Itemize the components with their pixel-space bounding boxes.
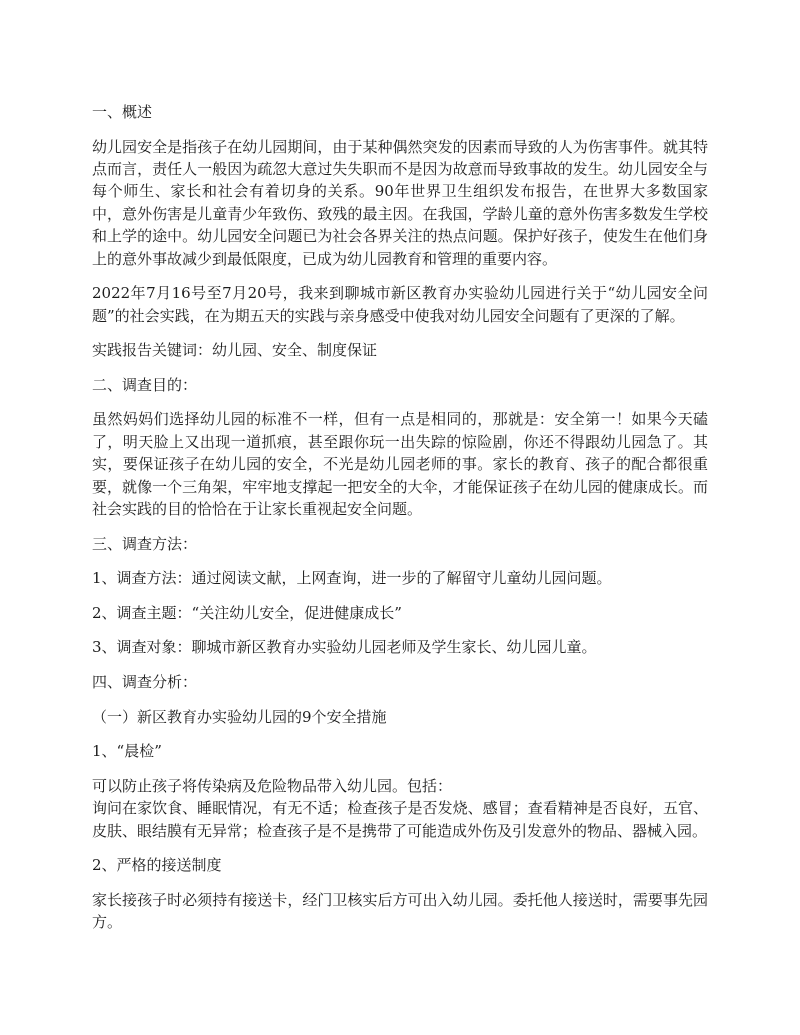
method-item-1: 1、调查方法：通过阅读文献，上网查询，进一步的了解留守儿童幼儿园问题。	[92, 569, 612, 588]
morning-check-line-1: 可以防止孩子将传染病及危险物品带入幼儿园。包括：	[92, 776, 453, 795]
method-item-2: 2、调查主题：“关注幼儿安全，促进健康成长”	[92, 603, 402, 622]
practice-intro-paragraph: 2022年7月16号至7月20号，我来到聊城市新区教育办实验幼儿园进行关于“幼儿园安全问题”的社会实践，在为期五天的实践与亲身感受中使我对幼儿园安全问题有了更深的了解。	[92, 284, 708, 325]
subsection-heading-safety-measures: （一）新区教育办实验幼儿园的9个安全措施	[92, 707, 387, 726]
overview-paragraph: 幼儿园安全是指孩子在幼儿园期间，由于某种偶然突发的因素而导致的人为伤害事件。就其特点而言，责任人一般因为疏忽大意过失失职而不是因为故意而导致事故的发生。幼儿园安全与每个师生、家长和社会有着切身的关系。90年世界卫生组织发布报告，在世界大多数国家中，意外伤害是儿童青少年致伤、致残的最主因。在我国，学龄儿童的意外伤害多数发生学校和上学的途中。幼儿园安全问题已为社会各界关注的热点问题。保护好孩子，使发生在他们身上的意外事故减少到最低限度，已成为幼儿园教育和管理的重要内容。	[92, 137, 708, 268]
document-body	[92, 101, 708, 946]
section-heading-method: 三、调查方法：	[92, 534, 198, 553]
section-heading-overview: 一、概述	[92, 103, 153, 121]
section-heading-analysis: 四、调查分析：	[92, 673, 198, 691]
pickup-system-paragraph: 家长接孩子时必须持有接送卡，经门卫核实后方可出入幼儿园。委托他人接送时，需要事先园方。	[92, 890, 708, 932]
morning-check-paragraph	[92, 775, 708, 842]
method-item-3: 3、调查对象：聊城市新区教育办实验幼儿园老师及学生家长、幼儿园儿童。	[92, 638, 597, 657]
measure-heading-morning-check: 1、“晨检”	[92, 742, 162, 761]
section-heading-purpose: 二、调查目的：	[92, 375, 198, 394]
purpose-paragraph: 虽然妈妈们选择幼儿园的标准不一样，但有一点是相同的，那就是：安全第一！如果今天磕了，明天脸上又出现一道抓痕，甚至跟你玩一出失踪的惊险剧，你还不得跟幼儿园急了。其实，要保证孩子在幼儿园的安全，不光是幼儿园老师的事。家长的教育、孩子的配合都很重要，就像一个三角架，牢牢地支撑起一把安全的大伞，才能保证孩子在幼儿园的健康成长。而社会实践的目的恰恰在于让家长重视起安全问题。	[92, 410, 708, 519]
keywords-line: 实践报告关键词：幼儿园、安全、制度保证	[92, 341, 378, 360]
measure-heading-pickup-system: 2、严格的接送制度	[92, 856, 222, 875]
morning-check-line-2: 询问在家饮食、睡眠情况，有无不适；检查孩子是否发烧、感冒；查看精神是否良好，五官、皮肤、眼结膜有无异常；检查孩子是不是携带了可能造成外伤及引发意外的物品、器械入园。	[92, 799, 708, 840]
